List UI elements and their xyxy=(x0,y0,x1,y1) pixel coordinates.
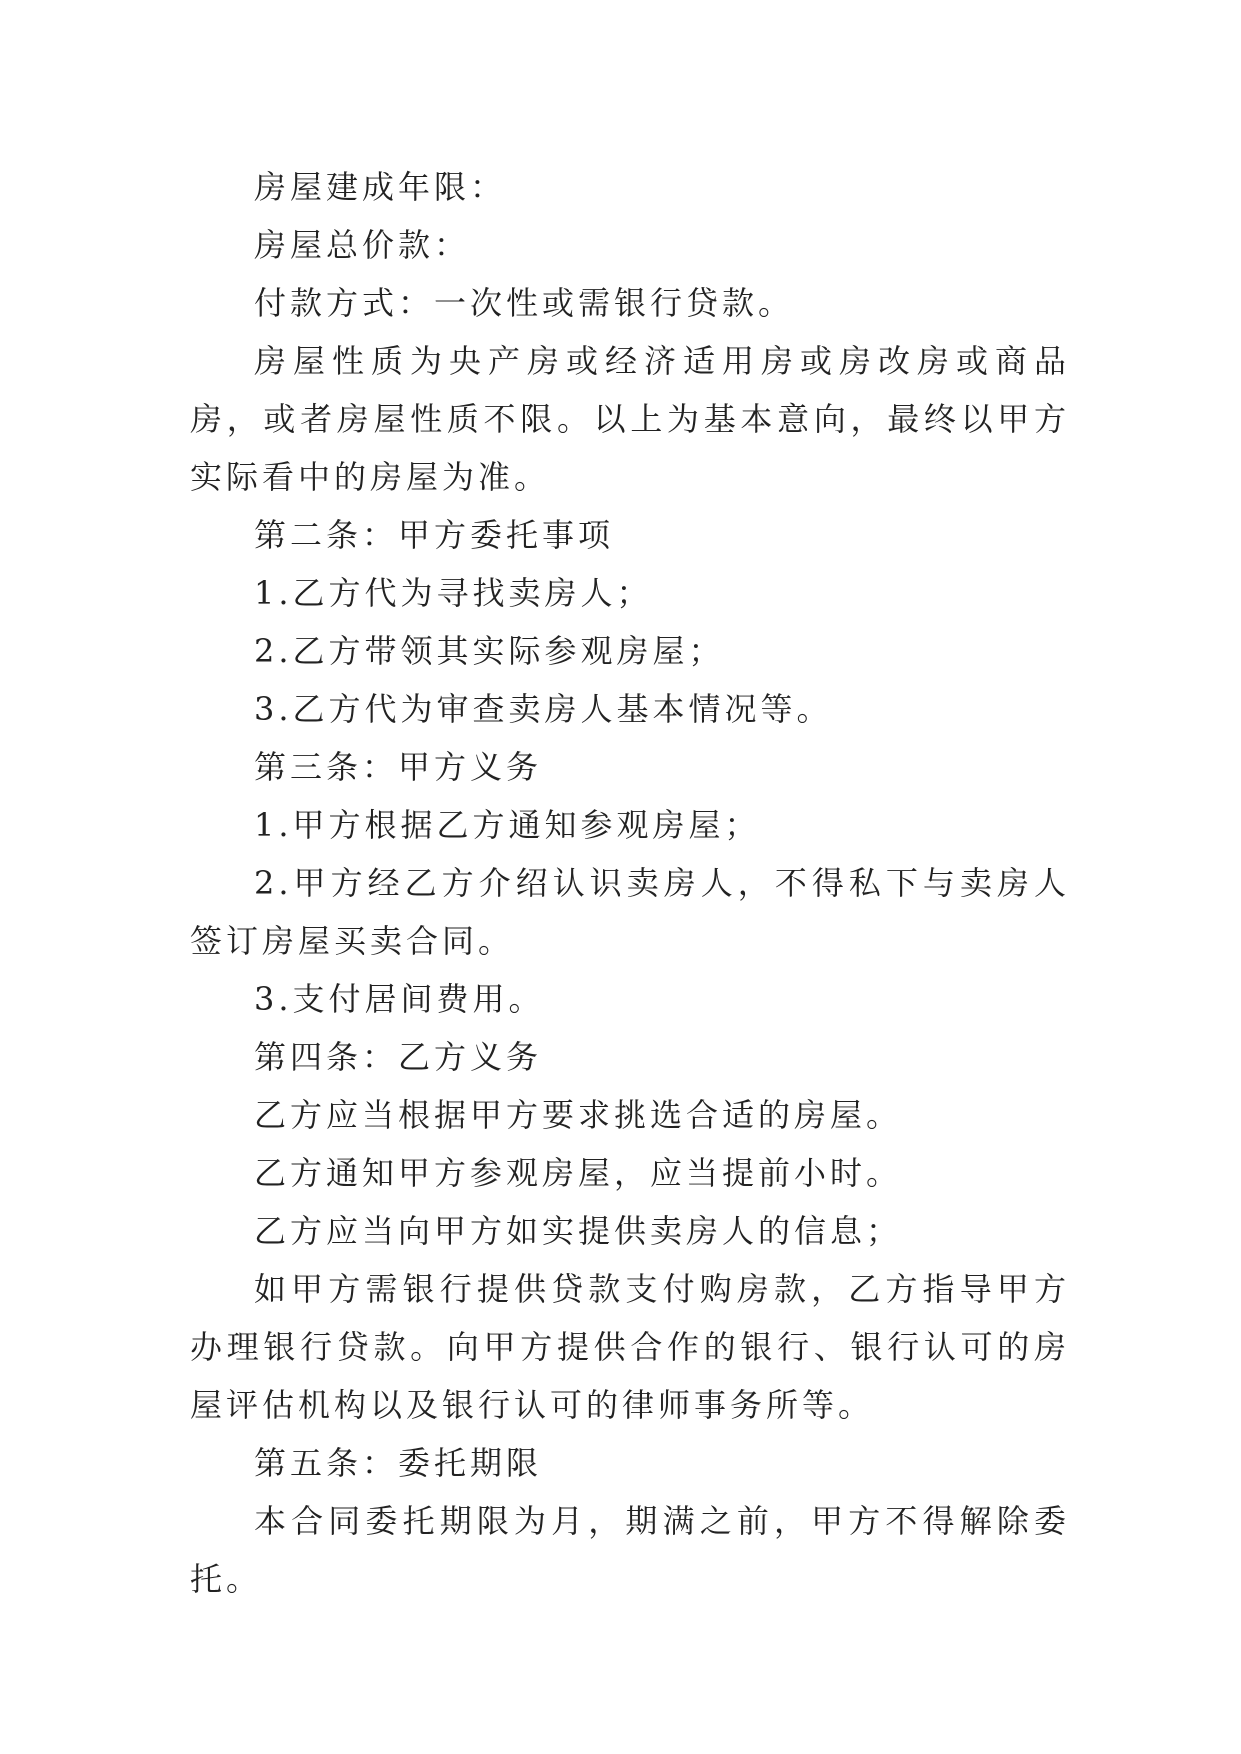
list-item-3-1: 1.甲方根据乙方通知参观房屋； xyxy=(254,806,761,844)
paragraph-duty-loan: 如甲方需银行提供贷款支付购房款，乙方指导甲方办理银行贷款。向甲方提供合作的银行、银行认可的房屋评估机构以及银行认可的律师事务所等。 xyxy=(190,1270,1070,1424)
list-item-2-1: 1.乙方代为寻找卖房人； xyxy=(254,574,653,612)
heading-article-5: 第五条：委托期限 xyxy=(254,1444,543,1482)
heading-article-3: 第三条：甲方义务 xyxy=(254,748,543,786)
list-item-3-3: 3.支付居间费用。 xyxy=(254,980,545,1018)
paragraph-total-price: 房屋总价款： xyxy=(254,226,471,264)
list-item-2-2: 2.乙方带领其实际参观房屋； xyxy=(254,632,725,670)
heading-article-2: 第二条：甲方委托事项 xyxy=(254,516,615,554)
paragraph-duty-notify: 乙方通知甲方参观房屋，应当提前小时。 xyxy=(254,1154,903,1192)
list-item-2-3: 3.乙方代为审查卖房人基本情况等。 xyxy=(254,690,833,728)
paragraph-property-nature: 房屋性质为央产房或经济适用房或房改房或商品房，或者房屋性质不限。以上为基本意向，最终以甲方实际看中的房屋为准。 xyxy=(190,342,1070,496)
paragraph-term: 本合同委托期限为月，期满之前，甲方不得解除委托。 xyxy=(190,1502,1070,1598)
paragraph-duty-select: 乙方应当根据甲方要求挑选合适的房屋。 xyxy=(254,1096,903,1134)
heading-article-4: 第四条：乙方义务 xyxy=(254,1038,543,1076)
paragraph-payment-method: 付款方式：一次性或需银行贷款。 xyxy=(254,284,795,322)
paragraph-duty-info: 乙方应当向甲方如实提供卖房人的信息； xyxy=(254,1212,903,1250)
paragraph-build-year: 房屋建成年限： xyxy=(254,168,507,206)
document-body xyxy=(190,158,1070,1608)
list-item-3-2: 2.甲方经乙方介绍认识卖房人，不得私下与卖房人签订房屋买卖合同。 xyxy=(190,864,1070,960)
